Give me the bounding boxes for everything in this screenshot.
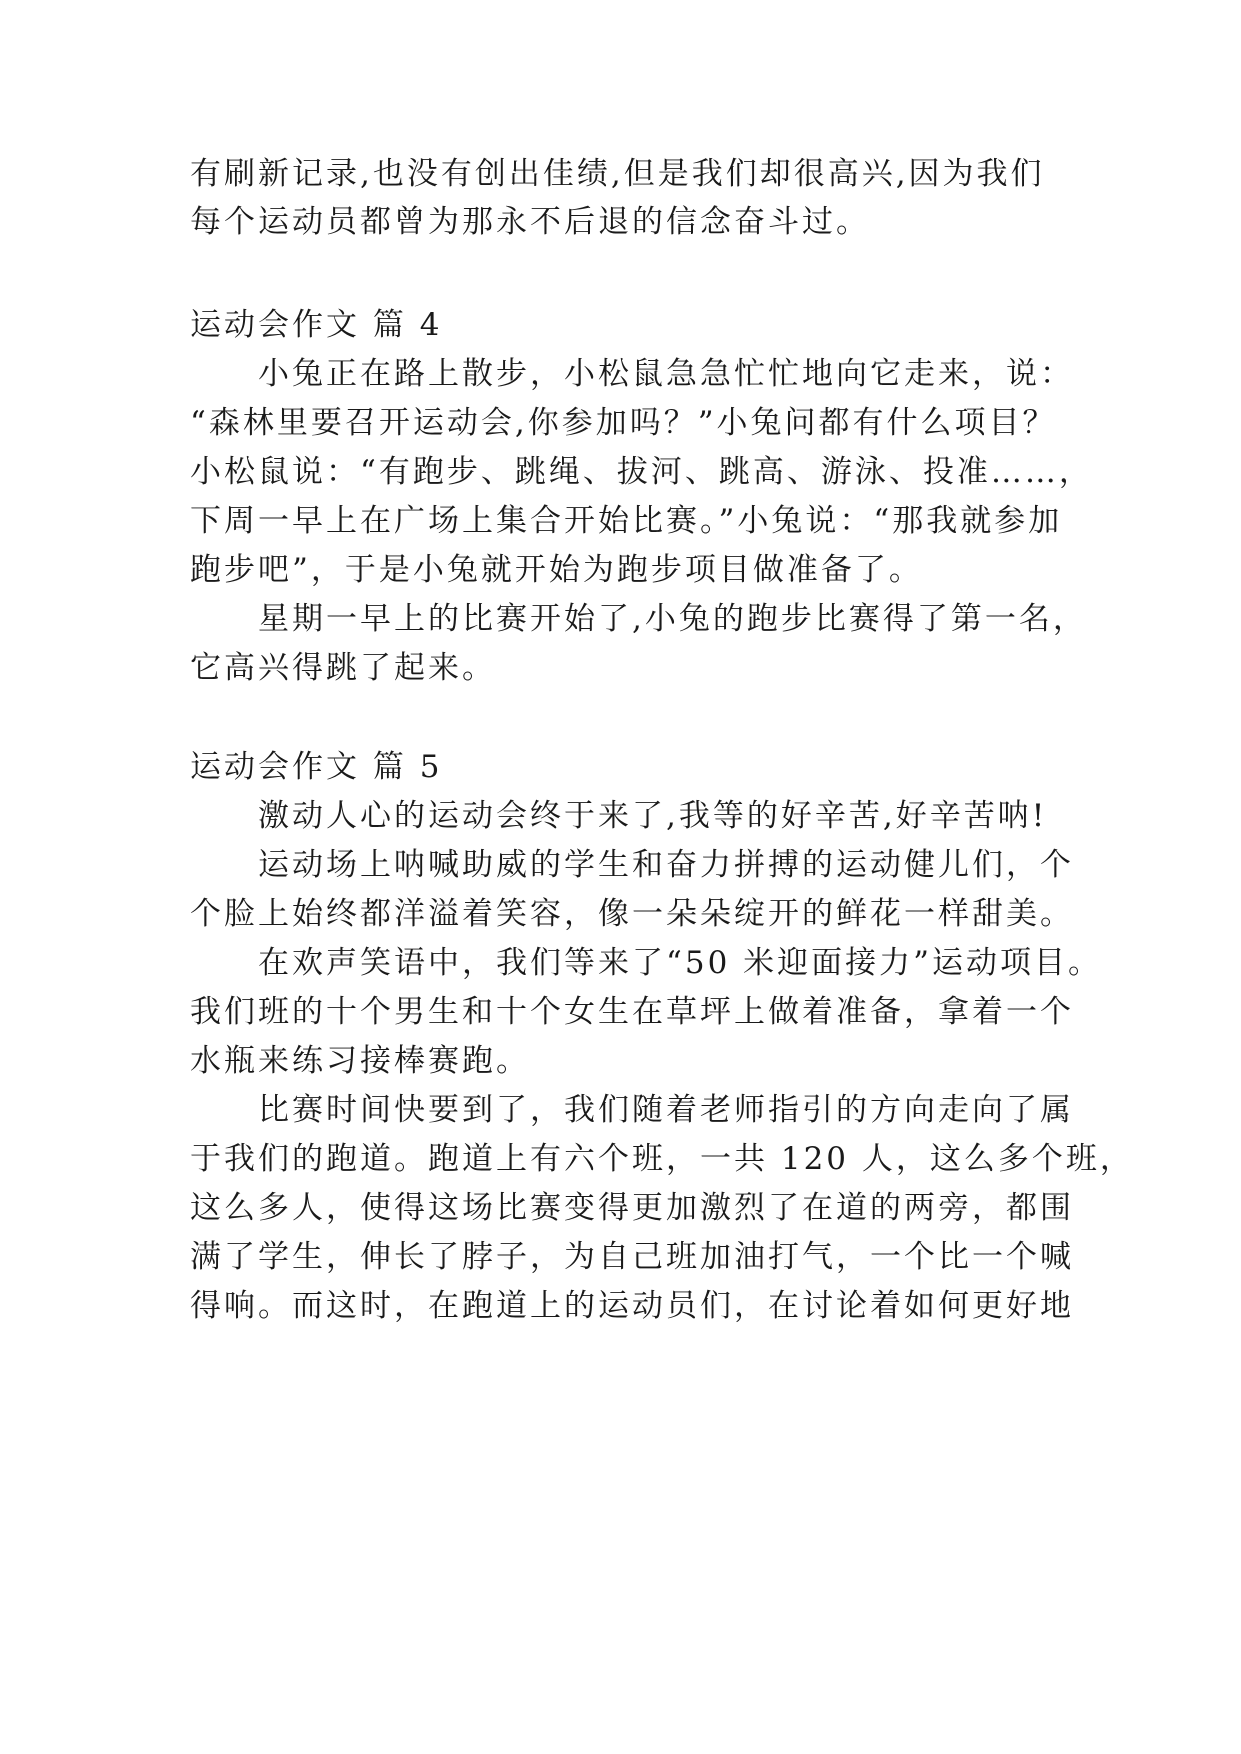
paragraph-line: 个脸上始终都洋溢着笑容，像一朵朵绽开的鲜花一样甜美。 — [190, 896, 1074, 932]
paragraph-line: 满了学生，伸长了脖子，为自己班加油打气，一个比一个喊 — [190, 1239, 1074, 1275]
paragraph-line: 跑步吧”，于是小兔就开始为跑步项目做准备了。 — [190, 552, 923, 588]
paragraph-line: 在欢声笑语中，我们等来了“50 米迎面接力”运动项目。 — [258, 945, 1102, 981]
paragraph-line: 于我们的跑道。跑道上有六个班，一共 120 人，这么多个班， — [190, 1141, 1134, 1177]
paragraph-line: 得响。而这时，在跑道上的运动员们，在讨论着如何更好地 — [190, 1288, 1074, 1324]
paragraph-line: 每个运动员都曾为那永不后退的信念奋斗过。 — [190, 204, 870, 240]
paragraph-line: 它高兴得跳了起来。 — [190, 650, 496, 686]
section-heading: 运动会作文 篇 4 — [190, 307, 443, 343]
paragraph-line: “森林里要召开运动会,你参加吗？”小兔问都有什么项目？ — [190, 405, 1057, 441]
paragraph-line: 水瓶来练习接棒赛跑。 — [190, 1043, 530, 1079]
section-heading: 运动会作文 篇 5 — [190, 749, 443, 785]
paragraph-line: 比赛时间快要到了，我们随着老师指引的方向走向了属 — [258, 1092, 1074, 1128]
paragraph-line: 激动人心的运动会终于来了,我等的好辛苦,好辛苦呐! — [258, 798, 1048, 834]
paragraph-line: 小兔正在路上散步，小松鼠急急忙忙地向它走来，说： — [258, 356, 1074, 392]
paragraph-line: 下周一早上在广场上集合开始比赛。”小兔说：“那我就参加 — [190, 503, 1063, 539]
paragraph-line: 我们班的十个男生和十个女生在草坪上做着准备，拿着一个 — [190, 994, 1074, 1030]
paragraph-line: 小松鼠说：“有跑步、跳绳、拔河、跳高、游泳、投准……， — [190, 454, 1093, 490]
paragraph-line: 这么多人，使得这场比赛变得更加激烈了在道的两旁，都围 — [190, 1190, 1074, 1226]
paragraph-line: 运动场上呐喊助威的学生和奋力拼搏的运动健儿们，个 — [258, 847, 1074, 883]
paragraph-line: 有刷新记录,也没有创出佳绩,但是我们却很高兴,因为我们 — [190, 156, 1045, 192]
paragraph-line: 星期一早上的比赛开始了,小兔的跑步比赛得了第一名， — [258, 601, 1087, 637]
